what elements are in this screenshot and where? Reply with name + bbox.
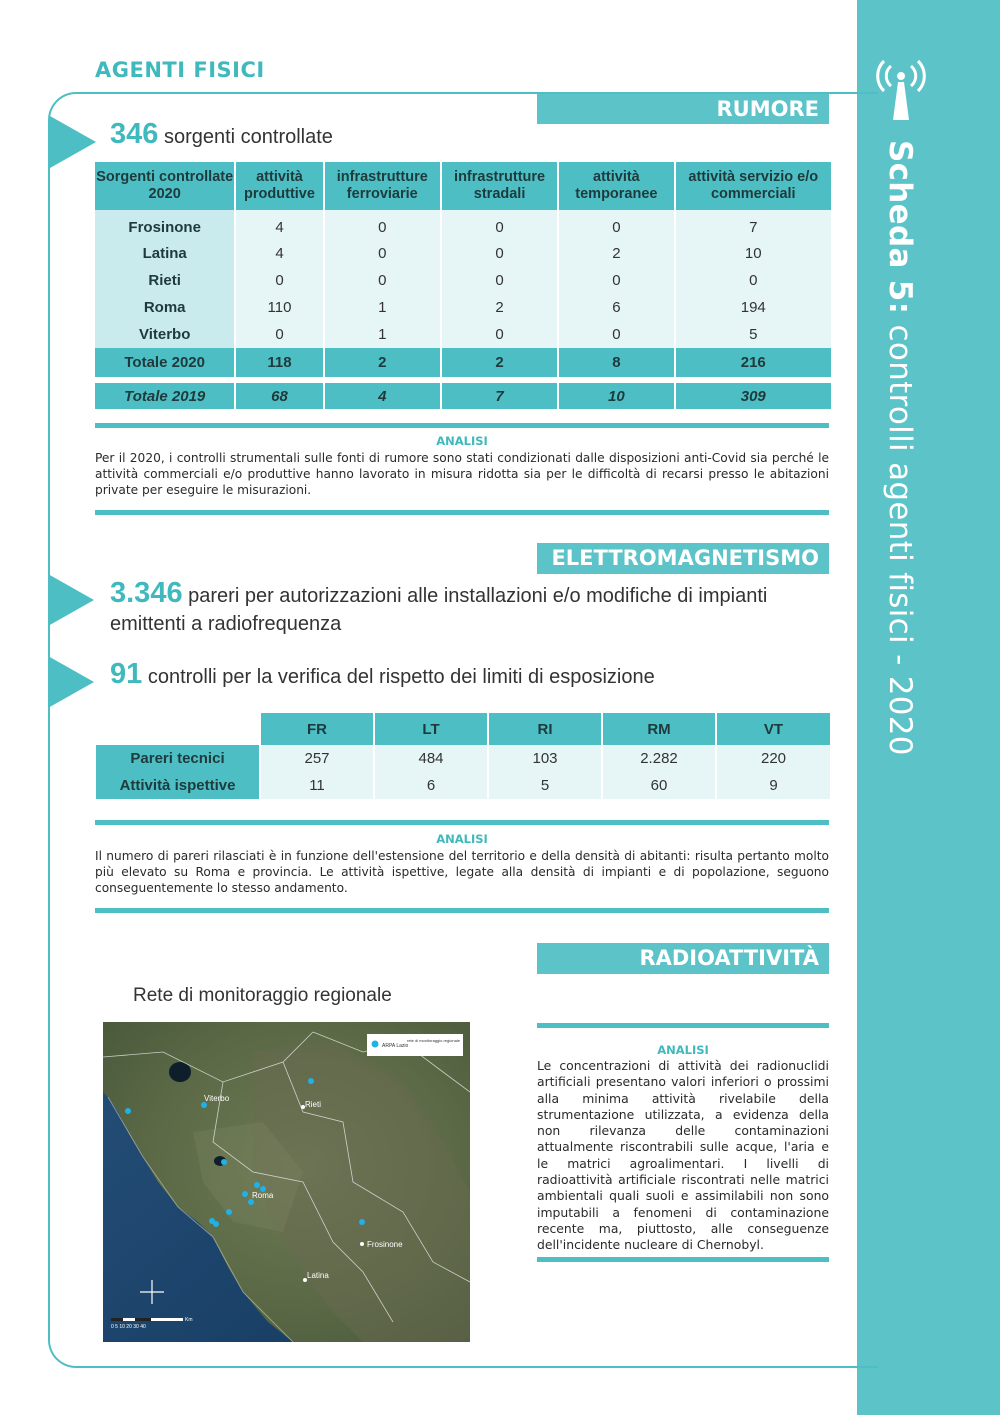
map-label-latina: Latina xyxy=(307,1271,329,1280)
table-cell: 0 xyxy=(559,321,673,348)
total-2020-row xyxy=(95,348,831,377)
row-label: Totale 2019 xyxy=(95,383,234,409)
em-headline-2 xyxy=(110,658,655,691)
analisi-heading: ANALISI xyxy=(436,832,488,846)
table-cell: 0 xyxy=(442,240,557,267)
scale-ticks: 0 5 10 20 30 40 xyxy=(111,1324,146,1330)
table-cell: 2 xyxy=(325,348,440,377)
em-headline-1-text: pareri per autorizzazioni alle installazioni e/o modifiche di impianti emittenti a radiofrequenza xyxy=(110,585,768,635)
table-cell: 1 xyxy=(325,321,440,348)
table-cell: 2 xyxy=(442,294,557,321)
table-cell: 60 xyxy=(603,772,715,799)
analisi-text: Le concentrazioni di attività dei radionuclidi artificiali presentano valori inferiori o prossimi alla minima attività rivelabile della strumentazione utilizzata, a evidenza della non rilevanza delle contaminazioni attualmente riscontrabili sulle acque, l'aria e le matrici agroalimentari. I livelli di radioattività artificiale riscontrati nelle matrici ambientali quali suoli e assimilabili non sono imputabili a fenomeni di contaminazione recente ma, piuttosto, alle conseguenze dell'incidente nucleare di Chernobyl. xyxy=(537,1058,829,1253)
triangle-bullet-icon xyxy=(48,574,94,626)
analisi-text: Il numero di pareri rilasciati è in funzione dell'estensione del territorio e della densità di abitanti: risulta pertanto molto più elevato su Roma e provincia. Le attività ispettive, legate alla densità di impianti e di popolazione, seguono conseguentemente lo stesso andamento. xyxy=(95,849,829,895)
table-cell: 8 xyxy=(559,348,673,377)
table-cell: 11 xyxy=(261,772,373,799)
divider xyxy=(95,423,829,428)
noise-table-header xyxy=(95,162,831,210)
monitoring-map xyxy=(103,1022,470,1342)
table-cell: 10 xyxy=(559,383,673,409)
noise-header-cell: Sorgenti controllate 2020 xyxy=(95,162,234,210)
table-cell: 2.282 xyxy=(603,745,715,772)
legend-name: ARPA Lazio xyxy=(382,1043,409,1049)
table-cell: 10 xyxy=(676,240,831,267)
banner-rumore: RUMORE xyxy=(537,94,829,124)
map-label-roma: Roma xyxy=(252,1191,274,1200)
table-cell: 5 xyxy=(489,772,601,799)
triangle-bullet-icon xyxy=(50,116,96,168)
banner-elettromagnetismo: ELETTROMAGNETISMO xyxy=(537,543,829,574)
noise-header-cell: attività temporanee xyxy=(559,162,673,210)
table-cell: 5 xyxy=(676,321,831,348)
em-table xyxy=(94,713,832,799)
scale-label: Km xyxy=(185,1317,193,1323)
divider xyxy=(537,1023,829,1028)
em-headline-1-number: 3.346 xyxy=(110,577,183,609)
table-cell: 4 xyxy=(236,210,322,240)
empty-header xyxy=(96,713,259,745)
table-cell: 0 xyxy=(442,321,557,348)
em-header-cell: RM xyxy=(603,713,715,745)
em-header-cell: VT xyxy=(717,713,830,745)
table-cell: 110 xyxy=(236,294,322,321)
table-cell: 220 xyxy=(717,745,830,772)
table-cell: 9 xyxy=(717,772,830,799)
map-label-rieti: Rieti xyxy=(305,1100,322,1109)
table-cell: 0 xyxy=(559,210,673,240)
table-cell: 0 xyxy=(559,267,673,294)
noise-header-cell: infrastrutture stradali xyxy=(442,162,557,210)
analisi-heading: ANALISI xyxy=(436,434,488,448)
table-cell: 309 xyxy=(676,383,831,409)
table-cell: 0 xyxy=(236,321,322,348)
map-image xyxy=(103,1022,470,1342)
table-row xyxy=(95,210,831,240)
table-row xyxy=(96,745,830,772)
table-cell: 257 xyxy=(261,745,373,772)
em-headline-2-text: controlli per la verifica del rispetto dei limiti di esposizione xyxy=(142,666,655,688)
row-label: Latina xyxy=(95,240,234,267)
row-label: Pareri tecnici xyxy=(96,745,259,772)
row-label: Viterbo xyxy=(95,321,234,348)
row-label: Frosinone xyxy=(95,210,234,240)
table-cell: 118 xyxy=(236,348,322,377)
total-2019-row xyxy=(95,383,831,409)
em-headline-1 xyxy=(110,579,835,638)
table-cell: 6 xyxy=(559,294,673,321)
banner-radioattivita: RADIOATTIVITÀ xyxy=(537,943,829,974)
table-cell: 0 xyxy=(442,267,557,294)
divider xyxy=(95,820,829,825)
row-label: Attività ispettive xyxy=(96,772,259,799)
row-label: Roma xyxy=(95,294,234,321)
em-header-cell: RI xyxy=(489,713,601,745)
analisi-text: Per il 2020, i controlli strumentali sulle fonti di rumore sono stati condizionati dalle disposizioni anti-Covid sia perché le attività commerciali e/o produttive hanno lavorato in misura ridotta sia per le difficoltà di recarsi presso le abitazioni private per eseguire le misurazioni. xyxy=(95,451,829,497)
rumore-headline-number: 346 xyxy=(110,118,159,150)
table-row xyxy=(95,294,831,321)
section-label: AGENTI FISICI xyxy=(95,58,265,82)
table-cell: 0 xyxy=(676,267,831,294)
map-label-frosinone: Frosinone xyxy=(367,1240,403,1249)
table-cell: 68 xyxy=(236,383,322,409)
divider xyxy=(95,510,829,515)
table-cell: 7 xyxy=(676,210,831,240)
table-row xyxy=(95,321,831,348)
table-cell: 0 xyxy=(442,210,557,240)
table-row xyxy=(95,240,831,267)
table-cell: 103 xyxy=(489,745,601,772)
rumore-headline-text: sorgenti controllate xyxy=(158,126,333,148)
table-cell: 0 xyxy=(325,267,440,294)
map-legend xyxy=(367,1034,463,1056)
noise-header-cell: infrastrutture ferroviarie xyxy=(325,162,440,210)
table-cell: 484 xyxy=(375,745,487,772)
antenna-icon xyxy=(874,58,928,120)
legend-desc: rete di monitoraggio regionale xyxy=(407,1038,460,1043)
em-header-cell: FR xyxy=(261,713,373,745)
em-headline-2-number: 91 xyxy=(110,658,143,690)
em-header-cell: LT xyxy=(375,713,487,745)
row-label: Totale 2020 xyxy=(95,348,234,377)
table-cell: 4 xyxy=(325,383,440,409)
triangle-bullet-icon xyxy=(48,656,94,708)
table-cell: 2 xyxy=(442,348,557,377)
divider xyxy=(537,1257,829,1262)
noise-header-cell: attività produttive xyxy=(236,162,322,210)
table-row xyxy=(96,772,830,799)
map-title: Rete di monitoraggio regionale xyxy=(133,985,392,1006)
rumore-headline xyxy=(110,118,333,151)
table-cell: 7 xyxy=(442,383,557,409)
map-label-viterbo: Viterbo xyxy=(204,1094,230,1103)
table-cell: 0 xyxy=(325,210,440,240)
table-cell: 194 xyxy=(676,294,831,321)
noise-table xyxy=(93,162,833,409)
table-cell: 1 xyxy=(325,294,440,321)
table-cell: 6 xyxy=(375,772,487,799)
table-cell: 0 xyxy=(236,267,322,294)
table-cell: 216 xyxy=(676,348,831,377)
table-row xyxy=(95,267,831,294)
sidebar-title-rest: controlli agenti fisici - 2020 xyxy=(882,314,918,756)
analisi-heading: ANALISI xyxy=(657,1043,709,1057)
divider xyxy=(95,908,829,913)
table-cell: 0 xyxy=(325,240,440,267)
em-table-header xyxy=(96,713,830,745)
table-cell: 2 xyxy=(559,240,673,267)
table-cell: 4 xyxy=(236,240,322,267)
sidebar-title-bold: Scheda 5: xyxy=(882,140,918,315)
noise-header-cell: attività servizio e/o commerciali xyxy=(676,162,831,210)
row-label: Rieti xyxy=(95,267,234,294)
